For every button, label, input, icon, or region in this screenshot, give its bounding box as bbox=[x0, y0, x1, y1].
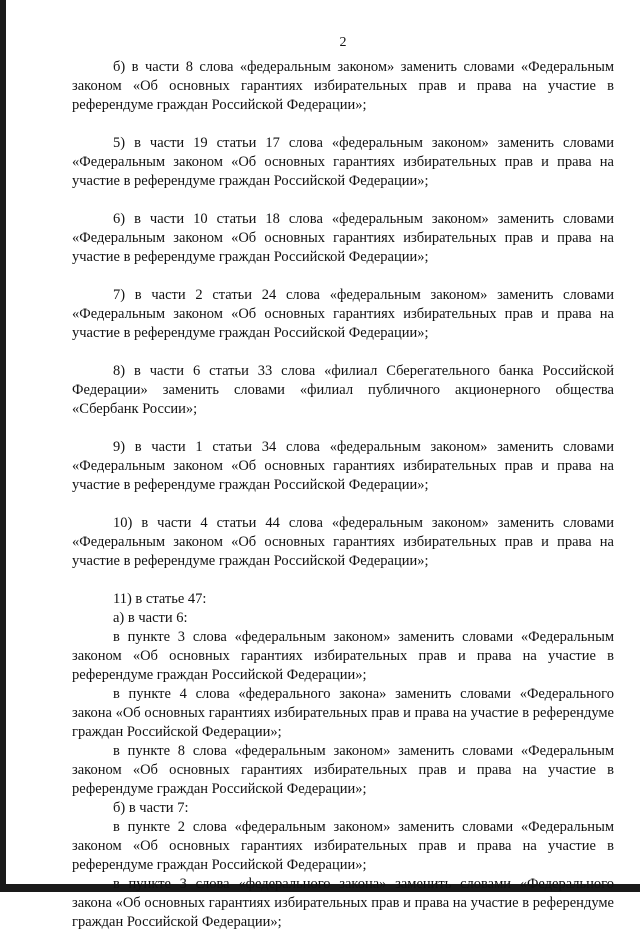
paragraph-item-7: 7) в части 2 статьи 24 слова «федеральным законом» заменить словами «Федеральным законом «Об основных гарантиях избирательных прав и права на участие в референдуме граждан Российской Федерации»; bbox=[72, 287, 614, 341]
paragraph-item-b: б) в части 8 слова «федеральным законом» заменить словами «Федеральным законом «Об основных гарантиях избирательных прав и права на участие в референдуме граждан Российской Федерации»; bbox=[72, 59, 614, 113]
part-a-item-point-3: в пункте 3 слова «федеральным законом» заменить словами «Федеральным законом «Об основных гарантиях избирательных прав и права на участие в референдуме граждан Российской Федерации»; bbox=[72, 629, 614, 683]
part-a-item-point-8: в пункте 8 слова «федеральным законом» заменить словами «Федеральным законом «Об основных гарантиях избирательных прав и права на участие в референдуме граждан Российской Федерации»; bbox=[72, 743, 614, 797]
paragraph-item-8: 8) в части 6 статьи 33 слова «филиал Сберегательного банка Российской Федерации» заменить словами «филиал публичного акционерного общества «Сбербанк России»; bbox=[72, 363, 614, 417]
document-page bbox=[72, 34, 614, 932]
page-number: 2 bbox=[339, 35, 347, 50]
part-a-heading: а) в части 6: bbox=[113, 610, 188, 626]
section-11-heading: 11) в статье 47: bbox=[113, 591, 207, 607]
part-b-heading: б) в части 7: bbox=[113, 800, 189, 816]
paragraph-item-6: 6) в части 10 статьи 18 слова «федеральным законом» заменить словами «Федеральным законом «Об основных гарантиях избирательных прав и права на участие в референдуме граждан Российской Федерации»; bbox=[72, 211, 614, 265]
part-b-item-point-3: в пункте 3 слова «федерального закона» заменить словами «Федерального закона «Об основных гарантиях избирательных прав и права на участие в референдуме граждан Российской Федерации»; bbox=[72, 876, 614, 930]
scan-border-left bbox=[0, 0, 6, 886]
paragraph-item-5: 5) в части 19 статьи 17 слова «федеральным законом» заменить словами «Федеральным законом «Об основных гарантиях избирательных прав и права на участие в референдуме граждан Российской Федерации»; bbox=[72, 135, 614, 189]
part-b-item-point-2: в пункте 2 слова «федеральным законом» заменить словами «Федеральным законом «Об основных гарантиях избирательных прав и права на участие в референдуме граждан Российской Федерации»; bbox=[72, 819, 614, 873]
paragraph-item-10: 10) в части 4 статьи 44 слова «федеральным законом» заменить словами «Федеральным законом «Об основных гарантиях избирательных прав и права на участие в референдуме граждан Российской Федерации»; bbox=[72, 515, 614, 569]
paragraph-item-9: 9) в части 1 статьи 34 слова «федеральным законом» заменить словами «Федеральным законом «Об основных гарантиях избирательных прав и права на участие в референдуме граждан Российской Федерации»; bbox=[72, 439, 614, 493]
part-a-item-point-4: в пункте 4 слова «федерального закона» заменить словами «Федерального закона «Об основных гарантиях избирательных прав и права на участие в референдуме граждан Российской Федерации»; bbox=[72, 686, 614, 740]
